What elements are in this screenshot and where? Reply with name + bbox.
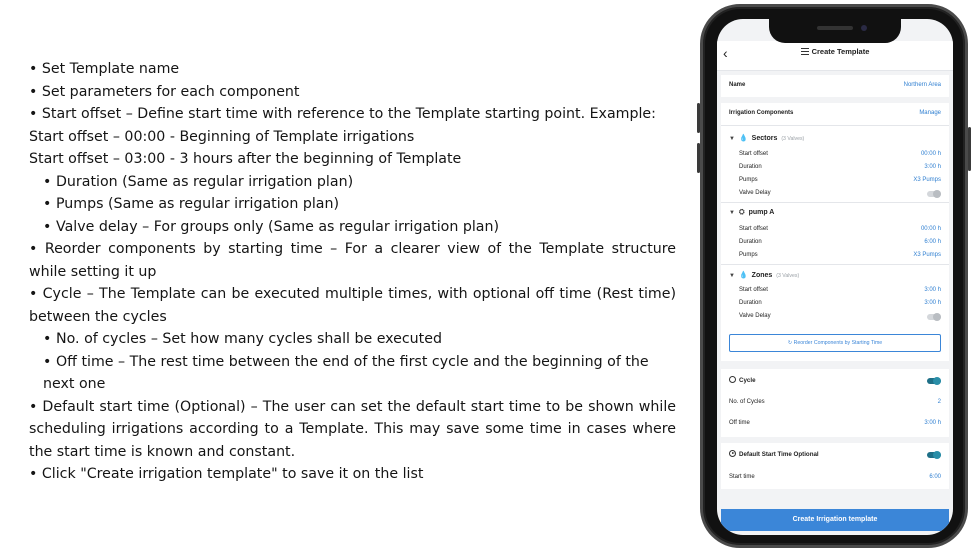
duration-label: Duration <box>739 239 762 245</box>
zones-title: Zones <box>751 272 773 279</box>
pumps-label: Pumps <box>739 252 758 258</box>
start-offset-label: Start offset <box>739 226 768 232</box>
chevron-down-icon: ▼ <box>729 210 735 216</box>
duration-label: Duration <box>739 164 762 170</box>
doc-line: Duration (Same as regular irrigation plan) <box>56 173 354 190</box>
default-start-header <box>729 450 819 458</box>
reorder-label: Reorder Components by Starting Time <box>793 340 883 346</box>
start-offset-label: Start offset <box>739 151 768 157</box>
bullet: • <box>43 331 52 347</box>
phone-frame <box>700 4 968 548</box>
divider <box>721 264 949 265</box>
duration-value[interactable]: 3:00 h <box>924 164 941 170</box>
doc-line: • Click "Create irrigation template" to save it on the list <box>29 466 424 482</box>
doc-line: • Default start time (Optional) – The user can set the default start time to be shown while scheduling irrigations according to a Template. This may save some time in cases where the start time is known and constant. <box>29 398 676 460</box>
default-start-label: Default Start Time Optional <box>739 451 819 458</box>
pump-title: pump A <box>748 209 775 216</box>
app-screen <box>717 19 953 535</box>
volume-button <box>697 143 700 173</box>
sectors-count: (3 Valves) <box>781 136 805 142</box>
divider <box>721 202 949 203</box>
valve-delay-toggle[interactable] <box>927 191 941 197</box>
zones-count: (3 Valves) <box>776 273 800 279</box>
no-of-cycles-label: No. of Cycles <box>729 399 765 405</box>
duration-label: Duration <box>739 300 762 306</box>
cycle-toggle[interactable] <box>927 378 941 384</box>
doc-line: • Reorder components by starting time – For a clearer view of the Template structure while setting it up <box>29 241 676 280</box>
page-title-text: Create Template <box>811 47 870 56</box>
bullet: • <box>43 173 52 190</box>
name-card[interactable] <box>721 75 949 97</box>
components-label: Irrigation Components <box>729 110 794 116</box>
zones-header[interactable] <box>729 271 799 279</box>
bullet: • <box>43 353 52 370</box>
doc-line: Off time – The rest time between the end of the first cycle and the beginning of the next one <box>43 353 649 392</box>
doc-line: • Start offset – Define start time with reference to the Template starting point. Example: <box>29 106 656 122</box>
start-offset-value[interactable]: 3:00 h <box>924 287 941 293</box>
pumps-value[interactable]: X3 Pumps <box>913 252 941 258</box>
no-of-cycles-value[interactable]: 2 <box>937 399 941 405</box>
volume-button <box>697 103 700 133</box>
pump-icon: ⛭ <box>738 209 745 216</box>
valve-delay-toggle[interactable] <box>927 314 941 320</box>
app-header <box>717 41 953 71</box>
components-card <box>721 103 949 361</box>
sectors-title: Sectors <box>751 135 778 142</box>
doc-sub-item <box>29 328 676 351</box>
doc-sub-item <box>29 193 676 216</box>
name-label: Name <box>729 82 746 88</box>
bullet: • <box>43 218 52 235</box>
doc-line: • Cycle – The Template can be executed multiple times, with optional off time (Rest time) between the cycles <box>29 286 676 325</box>
page-title <box>717 47 953 56</box>
doc-line: • Set parameters for each component <box>29 83 300 100</box>
start-time-value[interactable]: 6:00 <box>929 474 941 480</box>
default-start-card <box>721 443 949 489</box>
cycle-icon <box>729 376 736 383</box>
manage-link[interactable]: Manage <box>919 110 941 116</box>
phone-notch <box>769 19 901 43</box>
doc-line: • Set Template name <box>29 61 180 77</box>
doc-line: Start offset – 00:00 - Beginning of Template irrigations <box>29 128 415 145</box>
chevron-down-icon: ▼ <box>729 136 735 142</box>
start-offset-label: Start offset <box>739 287 768 293</box>
chevron-down-icon: ▼ <box>729 273 735 279</box>
divider <box>721 125 949 126</box>
doc-sub-item <box>29 171 676 194</box>
pumps-label: Pumps <box>739 177 758 183</box>
default-start-toggle[interactable] <box>927 452 941 458</box>
doc-sub-item <box>29 351 676 396</box>
pumps-value[interactable]: X3 Pumps <box>913 177 941 183</box>
doc-line: Start offset – 03:00 - 3 hours after the beginning of Template <box>29 151 462 167</box>
cycle-card <box>721 369 949 437</box>
name-value[interactable]: Northern Area <box>903 82 941 88</box>
off-time-label: Off time <box>729 420 750 426</box>
start-offset-value[interactable]: 00:00 h <box>920 226 941 232</box>
start-offset-value[interactable]: 00:00 h <box>920 151 941 157</box>
drops-icon: 💧 <box>738 272 748 279</box>
play-icon <box>729 450 736 457</box>
speaker <box>817 26 853 30</box>
valve-delay-label: Valve Delay <box>739 190 771 196</box>
sectors-header[interactable] <box>729 134 804 142</box>
off-time-value[interactable]: 3:00 h <box>924 420 941 426</box>
doc-line: Valve delay – For groups only (Same as regular irrigation plan) <box>56 218 500 235</box>
doc-sub-item <box>29 216 676 239</box>
instructions-text <box>29 58 676 486</box>
pump-header[interactable] <box>729 209 774 217</box>
valve-delay-label: Valve Delay <box>739 313 771 319</box>
doc-line: No. of cycles – Set how many cycles shall be executed <box>56 331 442 347</box>
refresh-icon: ↻ <box>787 340 793 346</box>
start-time-label: Start time <box>729 474 755 480</box>
duration-value[interactable]: 3:00 h <box>924 300 941 306</box>
template-icon <box>801 48 809 55</box>
bullet: • <box>43 196 52 212</box>
cycle-header <box>729 376 756 384</box>
doc-line: Pumps (Same as regular irrigation plan) <box>56 196 339 212</box>
camera <box>861 25 867 31</box>
chevron-left-icon[interactable]: ‹ <box>723 45 728 61</box>
create-template-button[interactable]: Create Irrigation template <box>721 509 949 531</box>
reorder-button[interactable] <box>729 334 941 352</box>
drops-icon: 💧 <box>738 135 748 142</box>
duration-value[interactable]: 6:00 h <box>924 239 941 245</box>
power-button <box>968 127 971 171</box>
cycle-label: Cycle <box>739 377 756 384</box>
